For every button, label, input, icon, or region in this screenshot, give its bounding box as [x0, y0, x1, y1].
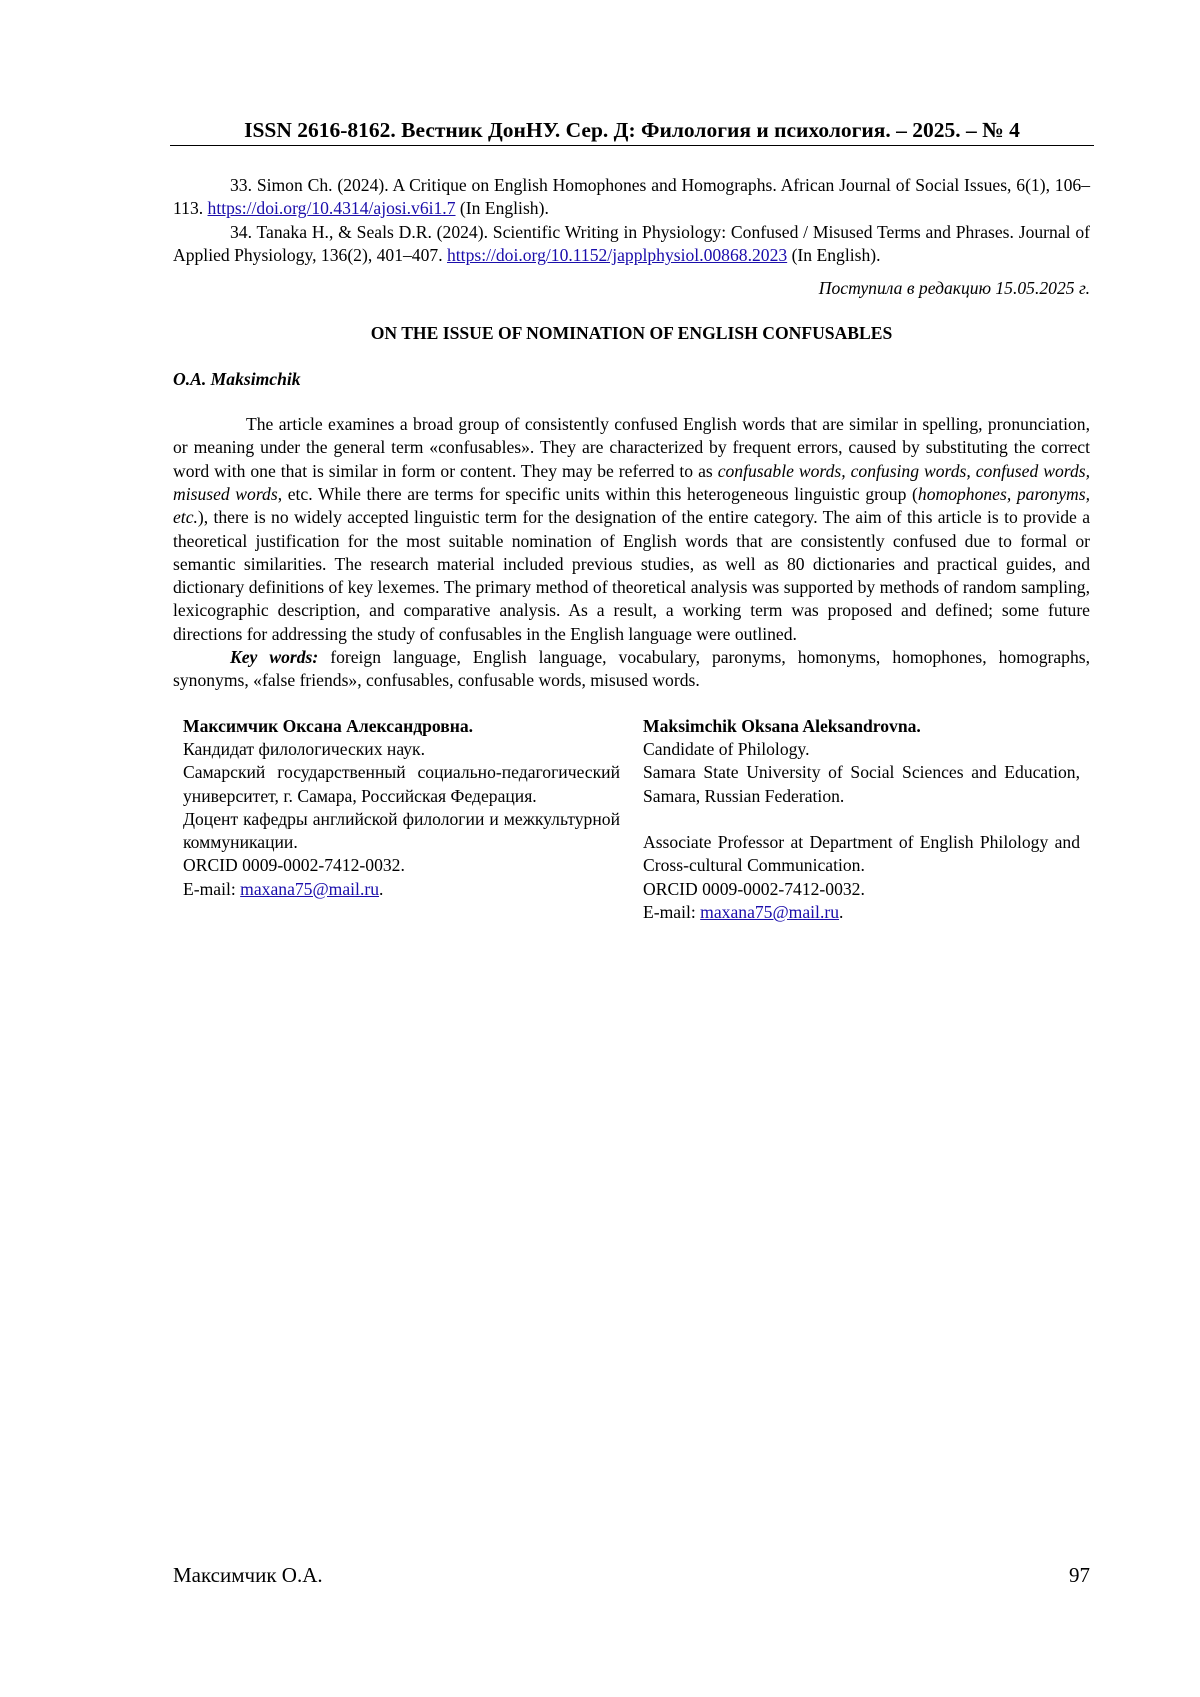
keywords-label: Key words:	[230, 647, 319, 668]
reference-33	[173, 174, 1090, 221]
keywords-text: foreign language, English language, vocabulary, paronyms, homonyms, homophones, homographs, synonyms, «false friends», confusables, confusable words, misused words.	[173, 647, 1090, 691]
page-content	[173, 174, 1090, 924]
author-name-en: Maksimchik Oksana Aleksandrovna.	[643, 715, 921, 736]
abstract-italic: homophones, paronyms, etc.	[173, 483, 1090, 528]
reference-34	[173, 221, 1090, 268]
author-orcid-ru: ORCID 0009-0002-7412-0032.	[183, 855, 405, 876]
author-info-en	[643, 715, 1080, 925]
author-position-ru: Доцент кафедры английской филологии и межкультурной коммуникации.	[183, 808, 620, 853]
doi-link[interactable]: https://doi.org/10.1152/japplphysiol.00868.2023	[447, 244, 788, 265]
keywords	[173, 646, 1090, 693]
author-affiliation-ru: Самарский государственный социально-педагогический университет, г. Самара, Российская Федерация.	[183, 762, 620, 806]
reference-text: (In English).	[787, 244, 881, 265]
abstract-text: The article examines a broad group of consistently confused English words that are similar in spelling, pronunciation, or meaning under the general term «confusables». They are characterized by frequent errors, caused by substituting the correct word with one that is similar in form or content. They may be referred to as	[173, 414, 1090, 481]
author-info	[173, 715, 1090, 925]
author-affiliation-en: Samara State University of Social Sciences and Education, Samara, Russian Federation.	[643, 762, 1080, 806]
abstract-text: ), there is no widely accepted linguistic term for the designation of the entire category. The aim of this article is to provide a theoretical justification for the most suitable nomination of English words that are consistently confused due to formal or semantic similarities. The research material included previous studies, as well as 80 dictionaries and practical guides, and dictionary definitions of key lexemes. The primary method of theoretical analysis was supported by methods of random sampling, lexicographic description, and comparative analysis. As a result, a working term was proposed and defined; some future directions for addressing the study of confusables in the English language were outlined.	[173, 507, 1090, 644]
email-label: E-mail:	[643, 902, 701, 923]
author-info-ru	[183, 715, 620, 925]
author-email-en: E-mail: maxana75@mail.ru.	[643, 902, 844, 923]
page-number: 97	[1069, 1563, 1090, 1587]
received-date: Поступила в редакцию 15.05.2025 г.	[818, 278, 1090, 299]
article-author: O.A. Maksimchik	[173, 368, 301, 389]
author-degree-ru: Кандидат филологических наук.	[183, 738, 425, 759]
email-label: E-mail:	[183, 878, 241, 899]
reference-text: (In English).	[455, 198, 549, 219]
abstract	[173, 413, 1090, 646]
reference-text: 34. Tanaka H., & Seals D.R. (2024). Scientific Writing in Physiology: Confused / Misused Terms and Phrases. Journal of Applied Physiology, 136(2), 401–407.	[173, 221, 1090, 265]
abstract-italic: confusable words, confusing words, confused words, misused words	[173, 460, 1090, 504]
email-link[interactable]: maxana75@mail.ru	[700, 902, 839, 923]
author-position-en: Associate Professor at Department of English Philology and Cross-cultural Communication.	[643, 832, 1080, 876]
reference-text: 33. Simon Ch. (2024). A Critique on English Homophones and Homographs. African Journal of Social Issues, 6(1), 106–113.	[173, 175, 1090, 219]
author-degree-en: Candidate of Philology.	[643, 738, 810, 759]
article-title: ON THE ISSUE OF NOMINATION OF ENGLISH CONFUSABLES	[370, 323, 893, 344]
author-name-ru: Максимчик Оксана Александровна.	[183, 715, 474, 736]
author-email-ru: E-mail: maxana75@mail.ru.	[183, 878, 384, 899]
email-link[interactable]: maxana75@mail.ru	[240, 878, 379, 899]
doi-link[interactable]: https://doi.org/10.4314/ajosi.v6i1.7	[207, 198, 456, 219]
page-footer	[173, 1563, 1090, 1588]
journal-header: ISSN 2616-8162. Вестник ДонНУ. Сер. Д: Филология и психология. – 2025. – № 4	[170, 116, 1094, 146]
abstract-text: , etc. While there are terms for specific units within this heterogeneous linguistic group (	[277, 483, 918, 504]
footer-author: Максимчик О.А.	[173, 1563, 323, 1587]
author-orcid-en: ORCID 0009-0002-7412-0032.	[643, 878, 865, 899]
